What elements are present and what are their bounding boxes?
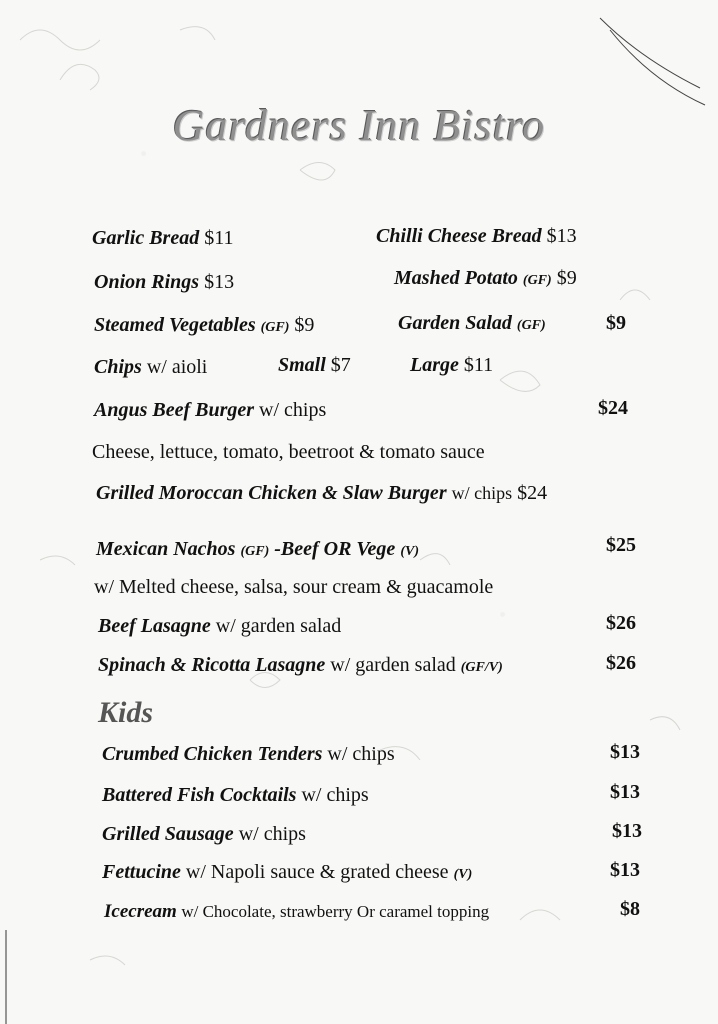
item-detail: w/ Melted cheese, salsa, sour cream & guacamole	[94, 576, 494, 598]
item-options: -Beef OR Vege	[274, 538, 396, 560]
menu-item-angus-burger	[94, 398, 326, 422]
menu-item-chilli-cheese-bread	[376, 224, 577, 248]
item-detail: Cheese, lettuce, tomato, beetroot & tomato sauce	[92, 441, 485, 463]
item-name: Mashed Potato	[394, 267, 518, 289]
item-name: Mexican Nachos	[96, 538, 236, 560]
menu-item-onion-rings	[94, 270, 234, 294]
item-price: $26	[606, 652, 636, 674]
item-name: Onion Rings	[94, 271, 200, 293]
item-name: Grilled Moroccan Chicken & Slaw Burger	[96, 482, 447, 504]
item-description: w/ garden salad	[215, 615, 342, 637]
list-item	[102, 783, 369, 807]
menu-item-moroccan-burger	[96, 481, 547, 505]
menu-item-beef-lasagne	[98, 614, 341, 638]
size-label: Small	[278, 354, 326, 376]
chips-small-option	[278, 353, 351, 377]
item-description: w/ Napoli sauce & grated cheese	[185, 861, 449, 883]
item-description: w/ garden salad	[330, 654, 456, 676]
item-name: Chips	[94, 356, 142, 378]
item-name: Crumbed Chicken Tenders	[102, 743, 323, 765]
dietary-tag: (V)	[453, 867, 473, 882]
item-price: $9	[294, 314, 315, 336]
dietary-tag: (GF)	[240, 544, 270, 559]
item-price: $24	[517, 482, 548, 504]
item-name: Garden Salad	[398, 312, 512, 334]
menu-item-chips	[94, 355, 207, 379]
item-price: $11	[463, 354, 494, 376]
menu-item-nachos	[96, 537, 419, 564]
item-description: w/ aioli	[146, 356, 208, 378]
item-description: w/ Chocolate, strawberry Or caramel topping	[181, 902, 490, 921]
item-price: $7	[330, 354, 351, 376]
item-description: w/ chips	[301, 784, 369, 806]
item-price: $13	[610, 859, 640, 881]
chips-large-option	[410, 353, 493, 377]
list-item	[102, 860, 472, 887]
item-description: w/ chips	[238, 823, 306, 845]
menu-item-garlic-bread	[92, 226, 233, 250]
item-price: $13	[204, 271, 235, 293]
dietary-tag: (GF)	[522, 273, 552, 288]
item-price: $9	[556, 267, 577, 289]
item-price: $25	[606, 534, 636, 556]
item-name: Garlic Bread	[92, 227, 200, 249]
item-price: $26	[606, 612, 636, 634]
item-name: Battered Fish Cocktails	[102, 784, 297, 806]
dietary-tag: (GF)	[260, 320, 290, 335]
item-price: $8	[620, 898, 640, 920]
item-name: Icecream	[104, 901, 177, 922]
item-price: $24	[598, 397, 628, 419]
dietary-tag: (GF)	[516, 318, 546, 333]
list-item	[102, 742, 395, 766]
dietary-tag: (V)	[400, 544, 419, 559]
item-price: $13	[610, 741, 640, 763]
menu-item-steamed-vegetables	[94, 313, 314, 340]
kids-heading: Kids	[98, 696, 154, 729]
dietary-tag: (GF/V)	[460, 660, 503, 675]
item-description: w/ chips	[259, 399, 327, 421]
menu-item-mashed-potato	[394, 266, 577, 293]
item-price: $13	[612, 820, 642, 842]
item-name: Beef Lasagne	[98, 615, 211, 637]
item-description: w/ chips	[327, 743, 395, 765]
item-name: Spinach & Ricotta Lasagne	[98, 654, 326, 676]
item-name: Fettucine	[102, 861, 181, 883]
menu-item-spinach-lasagne	[98, 653, 503, 680]
item-price: $13	[546, 225, 577, 247]
list-item	[102, 822, 306, 846]
item-price: $11	[204, 227, 234, 249]
item-price: $9	[606, 312, 626, 334]
item-price: $13	[610, 781, 640, 803]
item-name: Grilled Sausage	[102, 823, 234, 845]
list-item	[104, 899, 489, 924]
item-name: Chilli Cheese Bread	[376, 225, 542, 247]
page-title: Gardners Inn Bistro	[172, 101, 546, 150]
size-label: Large	[410, 354, 459, 376]
item-name: Angus Beef Burger	[94, 399, 255, 421]
item-description: w/ chips	[451, 483, 513, 503]
item-name: Steamed Vegetables	[94, 314, 256, 336]
menu-item-garden-salad	[398, 311, 546, 338]
